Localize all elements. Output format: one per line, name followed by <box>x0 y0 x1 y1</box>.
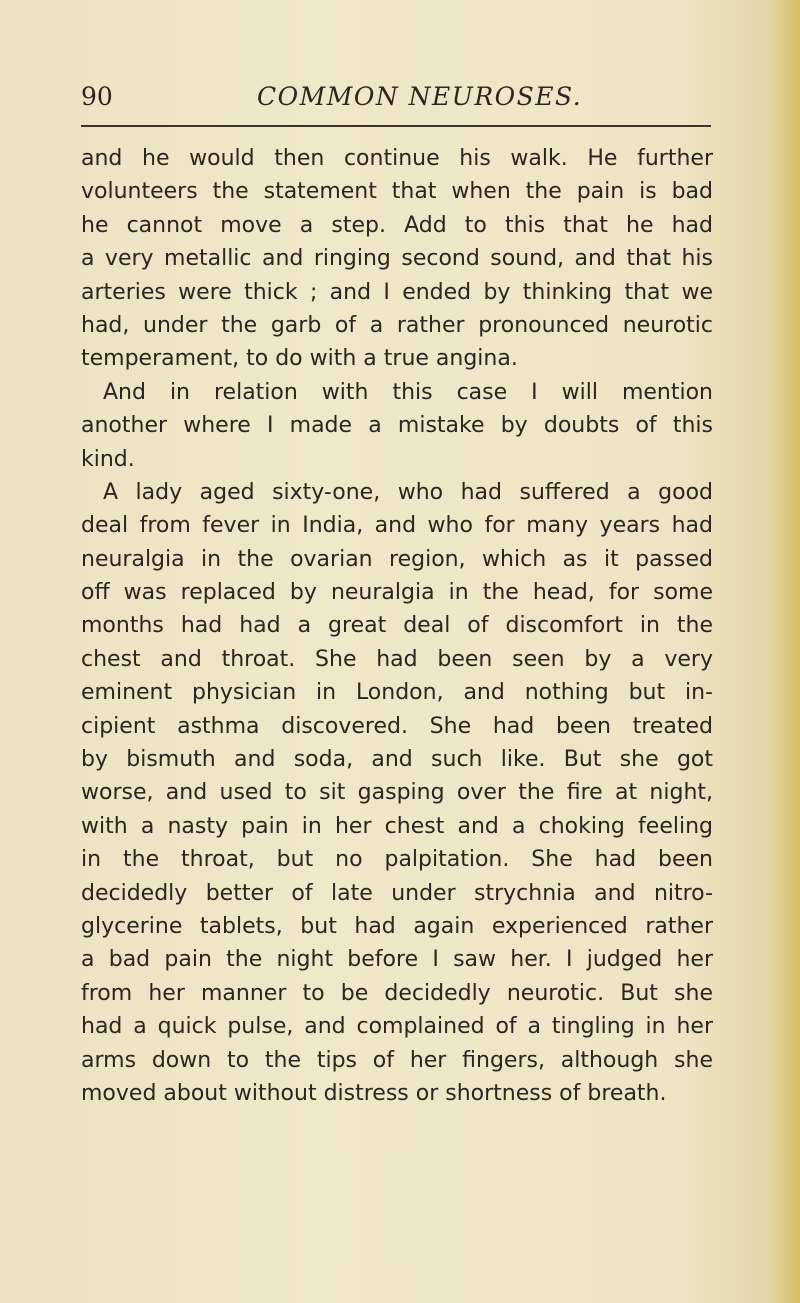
text-line: arteries were thick ; and I ended by thinking that we <box>81 279 713 305</box>
text-line: And in relation with this case I will mention <box>103 379 713 405</box>
page-number: 90 <box>81 82 113 111</box>
text-line: and he would then continue his walk. He further <box>81 146 713 171</box>
text-line: a very metallic and ringing second sound, and that his <box>81 246 713 272</box>
text-line: off was replaced by neuralgia in the head, for some <box>81 580 713 606</box>
page-header <box>81 78 711 118</box>
body-text <box>81 142 713 1110</box>
text-line: had a quick pulse, and complained of a tingling in her <box>81 1014 713 1040</box>
text-line: he cannot move a step. Add to this that he had <box>81 212 713 238</box>
text-line: by bismuth and soda, and such like. But she got <box>81 747 713 773</box>
text-line: a bad pain the night before I saw her. I judged her <box>81 947 713 973</box>
text-line: arms down to the tips of her fingers, although she <box>81 1047 713 1073</box>
text-line: kind. <box>81 446 135 472</box>
text-line: temperament, to do with a true angina. <box>81 346 518 372</box>
text-line: with a nasty pain in her chest and a choking feeling <box>81 813 713 839</box>
text-line: glycerine tablets, but had again experienced rather <box>81 913 713 939</box>
text-line: volunteers the statement that when the pain is bad <box>81 179 713 205</box>
text-line: eminent physician in London, and nothing but in- <box>81 680 713 706</box>
text-line: from her manner to be decidedly neurotic. But she <box>81 980 713 1006</box>
text-line: decidedly better of late under strychnia and nitro- <box>81 880 713 906</box>
text-line: cipient asthma discovered. She had been treated <box>81 713 713 739</box>
text-line: worse, and used to sit gasping over the fire at night, <box>81 780 713 806</box>
text-line: chest and throat. She had been seen by a very <box>81 646 713 672</box>
text-line: deal from fever in India, and who for many years had <box>81 513 713 539</box>
running-head: COMMON NEUROSES. <box>257 82 583 111</box>
text-line: A lady aged sixty-one, who had suffered a good <box>103 479 713 505</box>
page-edge-stain <box>766 0 800 1303</box>
text-line: months had had a great deal of discomfort in the <box>81 613 713 639</box>
text-line: in the throat, but no palpitation. She had been <box>81 847 713 873</box>
text-line: another where I made a mistake by doubts of this <box>81 413 713 439</box>
text-line: had, under the garb of a rather pronounced neurotic <box>81 312 713 338</box>
text-line: neuralgia in the ovarian region, which as it passed <box>81 546 713 572</box>
header-rule <box>81 125 711 127</box>
text-line: moved about without distress or shortness of breath. <box>81 1080 667 1106</box>
